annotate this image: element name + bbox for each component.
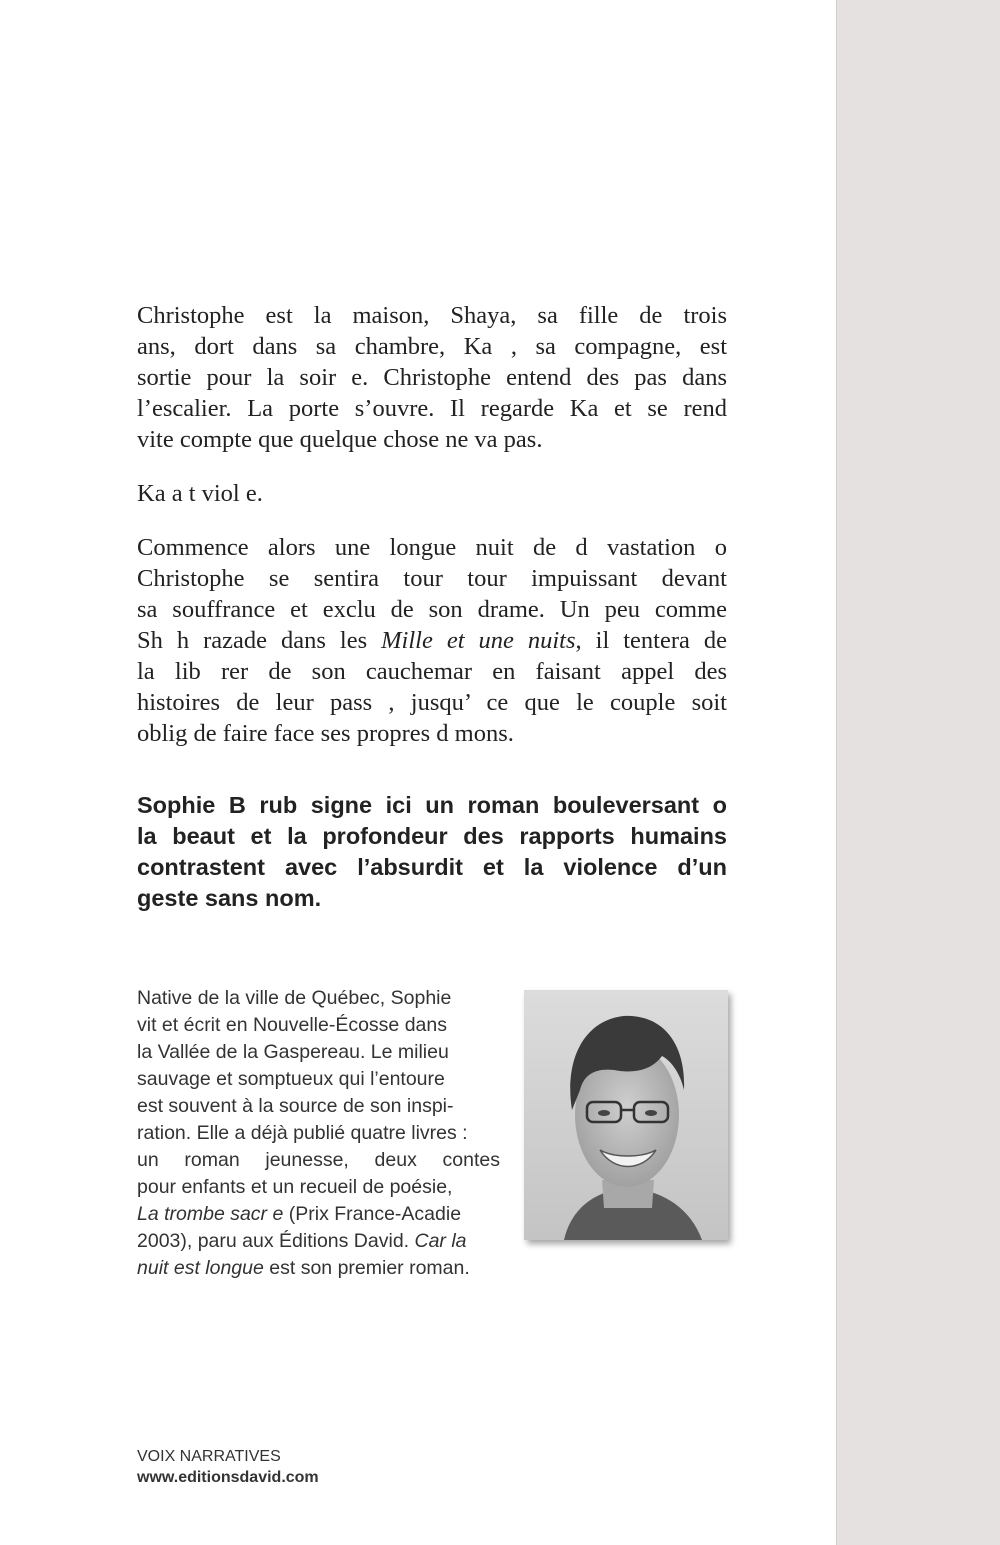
bio-line: la Vallée de la Gaspereau. Le milieu: [137, 1041, 449, 1063]
publisher-website[interactable]: www.editionsdavid.com: [137, 1469, 319, 1486]
bio-line: sauvage et somptueux qui l’entoure: [137, 1068, 445, 1090]
author-bio: [137, 985, 500, 1282]
bio-line: pour enfants et un recueil de poésie,: [137, 1176, 453, 1198]
synopsis-line: Christophe est la maison, Shaya, sa fille de trois: [137, 302, 727, 329]
synopsis-line: sa souffrance et exclu de son drame. Un peu comme: [137, 596, 727, 623]
book-title: La trombe sacr e: [137, 1203, 284, 1225]
spine-panel: [836, 0, 1000, 1545]
bio-line: [137, 1201, 500, 1228]
synopsis-line: histoires de leur pass , jusqu’ ce que le couple soit: [137, 689, 727, 716]
book-title: Car la: [414, 1230, 467, 1252]
synopsis-line: la lib rer de son cauchemar en faisant appel des: [137, 658, 727, 685]
book-title: nuit est longue: [137, 1257, 264, 1279]
bio-line: Native de la ville de Québec, Sophie: [137, 987, 452, 1009]
bio-line: ration. Elle a déjà publié quatre livres :: [137, 1122, 468, 1144]
bio-text: (Prix France-Acadie: [283, 1203, 462, 1225]
synopsis-line: Commence alors une longue nuit de d vastation o: [137, 534, 727, 561]
synopsis-text: , il tentera de: [575, 627, 727, 654]
bio-line: un roman jeunesse, deux contes: [137, 1149, 500, 1171]
pitch-line: la beaut et la profondeur des rapports humains: [137, 823, 727, 849]
synopsis: [137, 300, 727, 749]
synopsis-line: sortie pour la soir e. Christophe entend des pas dans: [137, 364, 727, 391]
footer: [137, 1446, 319, 1488]
pitch-line: Sophie B rub signe ici un roman bouleversant o: [137, 792, 727, 818]
collection-name: VOIX NARRATIVES: [137, 1448, 281, 1465]
bio-line: [137, 1228, 500, 1255]
book-reference: Mille et une nuits: [381, 627, 576, 654]
bio-line: est souvent à la source de son inspi-: [137, 1095, 454, 1117]
synopsis-line: vite compte que quelque chose ne va pas.: [137, 426, 543, 453]
bio-text: 2003), paru aux Éditions David.: [137, 1230, 415, 1252]
synopsis-line: Christophe se sentira tour tour impuissant devant: [137, 565, 727, 592]
synopsis-line: oblig de faire face ses propres d mons.: [137, 720, 514, 747]
pitch-line: geste sans nom.: [137, 885, 322, 911]
bio-line: vit et écrit en Nouvelle-Écosse dans: [137, 1014, 447, 1036]
pitch-line: contrastent avec l’absurdit et la violence d’un: [137, 854, 727, 880]
synopsis-text: Sh h razade dans les: [137, 627, 382, 654]
author-photo: [524, 990, 728, 1240]
bio-text: est son premier roman.: [263, 1257, 470, 1279]
bio-line: [137, 1255, 500, 1282]
pitch: [137, 790, 727, 914]
synopsis-line: ans, dort dans sa chambre, Ka , sa compagne, est: [137, 333, 727, 360]
synopsis-key-sentence: Ka a t viol e.: [137, 480, 263, 507]
synopsis-line: [137, 625, 727, 656]
synopsis-line: l’escalier. La porte s’ouvre. Il regarde Ka et se rend: [137, 395, 727, 422]
